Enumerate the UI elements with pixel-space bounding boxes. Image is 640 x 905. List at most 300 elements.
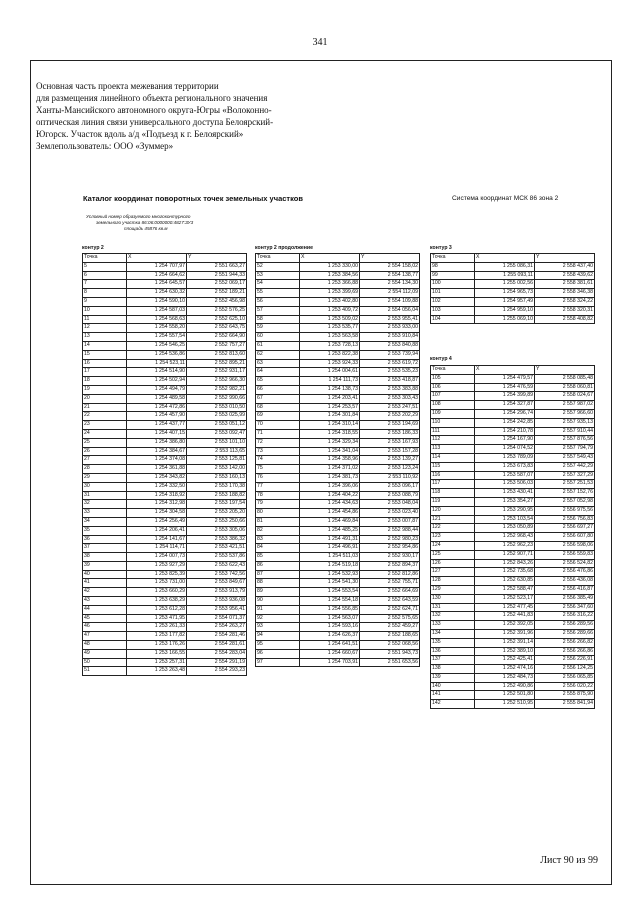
table-row bbox=[256, 535, 420, 544]
table-row bbox=[256, 341, 420, 350]
table-row bbox=[83, 526, 247, 535]
table-row bbox=[83, 341, 247, 350]
point-number-cell: 82 bbox=[256, 526, 300, 535]
x-coordinate-cell: 1 254 206,41 bbox=[127, 526, 187, 535]
table-row bbox=[431, 306, 595, 315]
point-number-cell: 79 bbox=[256, 500, 300, 509]
y-coordinate-cell: 2 558 346,38 bbox=[535, 289, 595, 298]
y-coordinate-cell: 2 553 025,99 bbox=[187, 412, 247, 421]
point-number-cell: 140 bbox=[431, 682, 475, 691]
point-number-cell: 53 bbox=[256, 271, 300, 280]
table-row bbox=[83, 447, 247, 456]
x-coordinate-cell: 1 252 510,95 bbox=[475, 700, 535, 709]
table-row bbox=[256, 385, 420, 394]
point-number-cell: 72 bbox=[256, 438, 300, 447]
point-number-cell: 32 bbox=[83, 500, 127, 509]
x-coordinate-cell: 1 254 167,90 bbox=[475, 436, 535, 445]
point-number-cell: 122 bbox=[431, 524, 475, 533]
table-row bbox=[83, 649, 247, 658]
y-coordinate-cell: 2 556 316,22 bbox=[535, 612, 595, 621]
x-coordinate-cell: 1 254 310,14 bbox=[300, 421, 360, 430]
x-coordinate-cell: 1 252 484,73 bbox=[475, 673, 535, 682]
table-row bbox=[256, 641, 420, 650]
table-row bbox=[83, 429, 247, 438]
table-row bbox=[83, 438, 247, 447]
table-row bbox=[83, 465, 247, 474]
x-coordinate-cell: 1 254 514,90 bbox=[127, 368, 187, 377]
y-coordinate-cell: 2 552 624,71 bbox=[360, 605, 420, 614]
point-number-cell: 76 bbox=[256, 473, 300, 482]
y-coordinate-cell: 2 553 194,69 bbox=[360, 421, 420, 430]
y-coordinate-cell: 2 553 167,93 bbox=[360, 438, 420, 447]
point-number-cell: 88 bbox=[256, 579, 300, 588]
y-coordinate-cell: 2 556 524,82 bbox=[535, 559, 595, 568]
y-coordinate-cell: 2 556 266,86 bbox=[535, 647, 595, 656]
x-coordinate-cell: 1 254 641,51 bbox=[300, 641, 360, 650]
y-coordinate-cell: 2 556 436,08 bbox=[535, 577, 595, 586]
point-number-cell: 22 bbox=[83, 412, 127, 421]
table-row bbox=[256, 421, 420, 430]
x-coordinate-cell: 1 254 004,61 bbox=[300, 368, 360, 377]
point-number-cell: 130 bbox=[431, 594, 475, 603]
x-coordinate-cell: 1 254 007,73 bbox=[127, 553, 187, 562]
header-line: оптическая линия связи универсального доступа Белоярский- bbox=[36, 117, 274, 127]
x-coordinate-cell: 1 254 554,18 bbox=[300, 597, 360, 606]
y-coordinate-cell: 2 552 576,25 bbox=[187, 306, 247, 315]
point-number-cell: 57 bbox=[256, 306, 300, 315]
y-coordinate-cell: 2 556 124,25 bbox=[535, 665, 595, 674]
table-row bbox=[256, 412, 420, 421]
column-header: Y bbox=[360, 254, 420, 263]
table-row bbox=[256, 473, 420, 482]
table-row bbox=[256, 403, 420, 412]
table-row bbox=[83, 262, 247, 271]
x-coordinate-cell: 1 253 257,31 bbox=[127, 658, 187, 667]
table-row bbox=[83, 667, 247, 676]
y-coordinate-cell: 2 556 559,83 bbox=[535, 550, 595, 559]
table-row bbox=[83, 324, 247, 333]
y-coordinate-cell: 2 553 955,41 bbox=[360, 315, 420, 324]
table-row bbox=[256, 570, 420, 579]
point-number-cell: 103 bbox=[431, 306, 475, 315]
table-row bbox=[256, 623, 420, 632]
y-coordinate-cell: 2 558 024,67 bbox=[535, 392, 595, 401]
point-number-cell: 78 bbox=[256, 491, 300, 500]
y-coordinate-cell: 2 552 954,86 bbox=[360, 544, 420, 553]
table-row bbox=[83, 597, 247, 606]
x-coordinate-cell: 1 253 384,56 bbox=[300, 271, 360, 280]
y-coordinate-cell: 2 553 125,81 bbox=[187, 456, 247, 465]
x-coordinate-cell: 1 254 511,03 bbox=[300, 553, 360, 562]
point-number-cell: 14 bbox=[83, 341, 127, 350]
x-coordinate-cell: 1 254 371,02 bbox=[300, 465, 360, 474]
x-coordinate-cell: 1 252 523,17 bbox=[475, 594, 535, 603]
point-number-cell: 114 bbox=[431, 453, 475, 462]
x-coordinate-cell: 1 254 332,50 bbox=[127, 482, 187, 491]
table-row bbox=[431, 445, 595, 454]
point-number-cell: 40 bbox=[83, 570, 127, 579]
y-coordinate-cell: 2 553 023,40 bbox=[360, 509, 420, 518]
point-number-cell: 121 bbox=[431, 515, 475, 524]
table-row bbox=[83, 456, 247, 465]
y-coordinate-cell: 2 553 305,06 bbox=[187, 526, 247, 535]
y-coordinate-cell: 2 553 160,13 bbox=[187, 473, 247, 482]
point-number-cell: 94 bbox=[256, 632, 300, 641]
point-number-cell: 13 bbox=[83, 333, 127, 342]
x-coordinate-cell: 1 254 341,04 bbox=[300, 447, 360, 456]
point-number-cell: 85 bbox=[256, 553, 300, 562]
point-number-cell: 11 bbox=[83, 315, 127, 324]
x-coordinate-cell: 1 254 660,67 bbox=[300, 649, 360, 658]
x-coordinate-cell: 1 253 471,95 bbox=[127, 614, 187, 623]
y-coordinate-cell: 2 553 101,10 bbox=[187, 438, 247, 447]
y-coordinate-cell: 2 551 943,73 bbox=[360, 649, 420, 658]
point-number-cell: 47 bbox=[83, 632, 127, 641]
table-row bbox=[256, 394, 420, 403]
point-number-cell: 84 bbox=[256, 544, 300, 553]
x-coordinate-cell: 1 254 630,32 bbox=[127, 289, 187, 298]
point-number-cell: 17 bbox=[83, 368, 127, 377]
table-row bbox=[431, 392, 595, 401]
table-row bbox=[256, 359, 420, 368]
y-coordinate-cell: 2 555 875,90 bbox=[535, 691, 595, 700]
point-number-cell: 83 bbox=[256, 535, 300, 544]
point-number-cell: 60 bbox=[256, 333, 300, 342]
table-row bbox=[431, 533, 595, 542]
x-coordinate-cell: 1 253 587,07 bbox=[475, 471, 535, 480]
y-coordinate-cell: 2 557 052,98 bbox=[535, 497, 595, 506]
table-row bbox=[256, 509, 420, 518]
table-row bbox=[83, 553, 247, 562]
x-coordinate-cell: 1 253 563,58 bbox=[300, 333, 360, 342]
table-row bbox=[431, 541, 595, 550]
y-coordinate-cell: 2 556 756,83 bbox=[535, 515, 595, 524]
column-header: X bbox=[300, 254, 360, 263]
point-number-cell: 138 bbox=[431, 665, 475, 674]
table-row bbox=[431, 409, 595, 418]
x-coordinate-cell: 1 254 396,06 bbox=[300, 482, 360, 491]
y-coordinate-cell: 2 551 944,33 bbox=[187, 271, 247, 280]
y-coordinate-cell: 2 553 537,86 bbox=[187, 553, 247, 562]
table-row bbox=[431, 665, 595, 674]
table-row bbox=[83, 403, 247, 412]
point-number-cell: 69 bbox=[256, 412, 300, 421]
y-coordinate-cell: 2 553 188,82 bbox=[187, 491, 247, 500]
x-coordinate-cell: 1 254 256,49 bbox=[127, 517, 187, 526]
y-coordinate-cell: 2 556 598,06 bbox=[535, 541, 595, 550]
table-row bbox=[83, 289, 247, 298]
point-number-cell: 29 bbox=[83, 473, 127, 482]
y-coordinate-cell: 2 556 476,86 bbox=[535, 568, 595, 577]
x-coordinate-cell: 1 254 343,82 bbox=[127, 473, 187, 482]
point-number-cell: 133 bbox=[431, 621, 475, 630]
x-coordinate-cell: 1 252 630,85 bbox=[475, 577, 535, 586]
point-number-cell: 118 bbox=[431, 489, 475, 498]
x-coordinate-cell: 1 253 825,39 bbox=[127, 570, 187, 579]
point-number-cell: 77 bbox=[256, 482, 300, 491]
table-header-row bbox=[256, 254, 420, 263]
parcel-note bbox=[86, 214, 326, 232]
point-number-cell: 120 bbox=[431, 506, 475, 515]
table-row bbox=[431, 315, 595, 324]
point-number-cell: 119 bbox=[431, 497, 475, 506]
point-number-cell: 12 bbox=[83, 324, 127, 333]
contour-4-label: контур 4 bbox=[430, 356, 452, 362]
x-coordinate-cell: 1 254 476,59 bbox=[475, 383, 535, 392]
point-number-cell: 15 bbox=[83, 350, 127, 359]
point-number-cell: 80 bbox=[256, 509, 300, 518]
point-number-cell: 112 bbox=[431, 436, 475, 445]
x-coordinate-cell: 1 254 329,34 bbox=[300, 438, 360, 447]
x-coordinate-cell: 1 254 664,62 bbox=[127, 271, 187, 280]
table-row bbox=[83, 271, 247, 280]
point-number-cell: 100 bbox=[431, 280, 475, 289]
table-row bbox=[83, 570, 247, 579]
table-row bbox=[431, 289, 595, 298]
column-header: Точка bbox=[431, 254, 475, 263]
point-number-cell: 71 bbox=[256, 429, 300, 438]
point-number-cell: 95 bbox=[256, 641, 300, 650]
point-number-cell: 107 bbox=[431, 392, 475, 401]
x-coordinate-cell: 1 253 103,54 bbox=[475, 515, 535, 524]
point-number-cell: 86 bbox=[256, 561, 300, 570]
y-coordinate-cell: 2 552 459,27 bbox=[360, 623, 420, 632]
y-coordinate-cell: 2 556 607,80 bbox=[535, 533, 595, 542]
y-coordinate-cell: 2 553 956,41 bbox=[187, 605, 247, 614]
x-coordinate-cell: 1 254 434,63 bbox=[300, 500, 360, 509]
y-coordinate-cell: 2 557 442,29 bbox=[535, 462, 595, 471]
y-coordinate-cell: 2 553 849,67 bbox=[187, 579, 247, 588]
x-coordinate-cell: 1 254 472,86 bbox=[127, 403, 187, 412]
x-coordinate-cell: 1 253 660,29 bbox=[127, 588, 187, 597]
table-row bbox=[83, 641, 247, 650]
y-coordinate-cell: 2 552 664,90 bbox=[187, 333, 247, 342]
point-number-cell: 125 bbox=[431, 550, 475, 559]
x-coordinate-cell: 1 253 330,00 bbox=[300, 262, 360, 271]
point-number-cell: 10 bbox=[83, 306, 127, 315]
table-header-row bbox=[431, 254, 595, 263]
contour-2-continued-table bbox=[255, 253, 420, 667]
y-coordinate-cell: 2 552 895,21 bbox=[187, 359, 247, 368]
table-row bbox=[431, 471, 595, 480]
table-row bbox=[83, 491, 247, 500]
column-header: Точка bbox=[256, 254, 300, 263]
table-row bbox=[256, 271, 420, 280]
x-coordinate-cell: 1 252 391,14 bbox=[475, 638, 535, 647]
table-row bbox=[431, 700, 595, 709]
table-header-row bbox=[83, 254, 247, 263]
point-number-cell: 31 bbox=[83, 491, 127, 500]
x-coordinate-cell: 1 252 962,23 bbox=[475, 541, 535, 550]
y-coordinate-cell: 2 554 138,77 bbox=[360, 271, 420, 280]
table-row bbox=[431, 262, 595, 271]
table-row bbox=[256, 579, 420, 588]
point-number-cell: 51 bbox=[83, 667, 127, 676]
x-coordinate-cell: 1 253 822,38 bbox=[300, 350, 360, 359]
table-row bbox=[256, 605, 420, 614]
point-number-cell: 134 bbox=[431, 629, 475, 638]
point-number-cell: 41 bbox=[83, 579, 127, 588]
x-coordinate-cell: 1 254 556,85 bbox=[300, 605, 360, 614]
table-row bbox=[256, 614, 420, 623]
table-row bbox=[256, 597, 420, 606]
x-coordinate-cell: 1 252 392,05 bbox=[475, 621, 535, 630]
y-coordinate-cell: 2 558 060,81 bbox=[535, 383, 595, 392]
table-row bbox=[256, 553, 420, 562]
y-coordinate-cell: 2 552 643,75 bbox=[187, 324, 247, 333]
table-row bbox=[431, 506, 595, 515]
coordinate-catalog-sheet bbox=[78, 190, 608, 835]
point-number-cell: 26 bbox=[83, 447, 127, 456]
table-row bbox=[83, 605, 247, 614]
table-row bbox=[431, 594, 595, 603]
table-row bbox=[83, 632, 247, 641]
y-coordinate-cell: 2 556 065,85 bbox=[535, 673, 595, 682]
x-coordinate-cell: 1 254 557,54 bbox=[127, 333, 187, 342]
column-header: Точка bbox=[431, 366, 475, 375]
x-coordinate-cell: 1 254 457,90 bbox=[127, 412, 187, 421]
point-number-cell: 67 bbox=[256, 394, 300, 403]
y-coordinate-cell: 2 554 281,61 bbox=[187, 641, 247, 650]
x-coordinate-cell: 1 254 568,63 bbox=[127, 315, 187, 324]
x-coordinate-cell: 1 252 735,68 bbox=[475, 568, 535, 577]
y-coordinate-cell: 2 553 197,54 bbox=[187, 500, 247, 509]
y-coordinate-cell: 2 553 910,84 bbox=[360, 333, 420, 342]
table-row bbox=[431, 682, 595, 691]
x-coordinate-cell: 1 254 965,73 bbox=[475, 289, 535, 298]
x-coordinate-cell: 1 253 261,33 bbox=[127, 623, 187, 632]
x-coordinate-cell: 1 253 638,29 bbox=[127, 597, 187, 606]
y-coordinate-cell: 2 556 416,87 bbox=[535, 585, 595, 594]
point-number-cell: 139 bbox=[431, 673, 475, 682]
y-coordinate-cell: 2 556 289,66 bbox=[535, 629, 595, 638]
y-coordinate-cell: 2 552 069,17 bbox=[187, 280, 247, 289]
y-coordinate-cell: 2 554 112,09 bbox=[360, 289, 420, 298]
table-row bbox=[83, 623, 247, 632]
x-coordinate-cell: 1 254 386,80 bbox=[127, 438, 187, 447]
point-number-cell: 65 bbox=[256, 377, 300, 386]
point-number-cell: 87 bbox=[256, 570, 300, 579]
y-coordinate-cell: 2 558 437,40 bbox=[535, 262, 595, 271]
x-coordinate-cell: 1 253 399,69 bbox=[300, 289, 360, 298]
point-number-cell: 52 bbox=[256, 262, 300, 271]
x-coordinate-cell: 1 254 242,85 bbox=[475, 418, 535, 427]
x-coordinate-cell: 1 253 354,27 bbox=[475, 497, 535, 506]
x-coordinate-cell: 1 254 496,91 bbox=[300, 544, 360, 553]
point-number-cell: 116 bbox=[431, 471, 475, 480]
point-number-cell: 117 bbox=[431, 480, 475, 489]
y-coordinate-cell: 2 553 186,33 bbox=[360, 429, 420, 438]
y-coordinate-cell: 2 557 935,13 bbox=[535, 418, 595, 427]
point-number-cell: 62 bbox=[256, 350, 300, 359]
table-row bbox=[431, 497, 595, 506]
point-number-cell: 9 bbox=[83, 297, 127, 306]
x-coordinate-cell: 1 252 907,71 bbox=[475, 550, 535, 559]
table-row bbox=[431, 621, 595, 630]
x-coordinate-cell: 1 252 389,10 bbox=[475, 647, 535, 656]
x-coordinate-cell: 1 254 469,84 bbox=[300, 517, 360, 526]
x-coordinate-cell: 1 253 673,83 bbox=[475, 462, 535, 471]
point-number-cell: 96 bbox=[256, 649, 300, 658]
table-row bbox=[431, 453, 595, 462]
y-coordinate-cell: 2 554 281,46 bbox=[187, 632, 247, 641]
y-coordinate-cell: 2 556 289,56 bbox=[535, 621, 595, 630]
y-coordinate-cell: 2 553 250,66 bbox=[187, 517, 247, 526]
y-coordinate-cell: 2 553 088,79 bbox=[360, 491, 420, 500]
point-number-cell: 33 bbox=[83, 509, 127, 518]
table-row bbox=[431, 559, 595, 568]
table-row bbox=[83, 473, 247, 482]
point-number-cell: 5 bbox=[83, 262, 127, 271]
table-row bbox=[256, 649, 420, 658]
y-coordinate-cell: 2 556 975,56 bbox=[535, 506, 595, 515]
table-row bbox=[256, 544, 420, 553]
x-coordinate-cell: 1 254 111,73 bbox=[300, 377, 360, 386]
y-coordinate-cell: 2 552 931,17 bbox=[187, 368, 247, 377]
x-coordinate-cell: 1 253 166,55 bbox=[127, 649, 187, 658]
x-coordinate-cell: 1 254 074,52 bbox=[475, 445, 535, 454]
point-number-cell: 46 bbox=[83, 623, 127, 632]
point-number-cell: 73 bbox=[256, 447, 300, 456]
y-coordinate-cell: 2 557 549,43 bbox=[535, 453, 595, 462]
table-row bbox=[256, 517, 420, 526]
x-coordinate-cell: 1 254 626,37 bbox=[300, 632, 360, 641]
y-coordinate-cell: 2 556 226,91 bbox=[535, 656, 595, 665]
y-coordinate-cell: 2 551 653,56 bbox=[360, 658, 420, 667]
x-coordinate-cell: 1 253 509,02 bbox=[300, 315, 360, 324]
table-row bbox=[431, 401, 595, 410]
y-coordinate-cell: 2 553 123,24 bbox=[360, 465, 420, 474]
table-row bbox=[256, 526, 420, 535]
y-coordinate-cell: 2 553 383,88 bbox=[360, 385, 420, 394]
y-coordinate-cell: 2 553 157,28 bbox=[360, 447, 420, 456]
table-row bbox=[83, 412, 247, 421]
table-row bbox=[83, 614, 247, 623]
x-coordinate-cell: 1 254 519,18 bbox=[300, 561, 360, 570]
point-number-cell: 64 bbox=[256, 368, 300, 377]
x-coordinate-cell: 1 254 707,97 bbox=[127, 262, 187, 271]
x-coordinate-cell: 1 252 501,80 bbox=[475, 691, 535, 700]
x-coordinate-cell: 1 254 494,79 bbox=[127, 385, 187, 394]
y-coordinate-cell: 2 557 966,60 bbox=[535, 409, 595, 418]
point-number-cell: 92 bbox=[256, 614, 300, 623]
y-coordinate-cell: 2 552 189,21 bbox=[187, 289, 247, 298]
x-coordinate-cell: 1 254 358,96 bbox=[300, 456, 360, 465]
y-coordinate-cell: 2 553 619,72 bbox=[360, 359, 420, 368]
table-row bbox=[256, 482, 420, 491]
column-header: Y bbox=[535, 366, 595, 375]
x-coordinate-cell: 1 253 506,03 bbox=[475, 480, 535, 489]
point-number-cell: 54 bbox=[256, 280, 300, 289]
point-number-cell: 58 bbox=[256, 315, 300, 324]
table-row bbox=[83, 588, 247, 597]
table-row bbox=[83, 561, 247, 570]
point-number-cell: 142 bbox=[431, 700, 475, 709]
x-coordinate-cell: 1 254 546,25 bbox=[127, 341, 187, 350]
point-number-cell: 16 bbox=[83, 359, 127, 368]
x-coordinate-cell: 1 254 553,54 bbox=[300, 588, 360, 597]
x-coordinate-cell: 1 254 318,55 bbox=[300, 429, 360, 438]
table-row bbox=[83, 517, 247, 526]
x-coordinate-cell: 1 254 502,94 bbox=[127, 377, 187, 386]
point-number-cell: 104 bbox=[431, 315, 475, 324]
x-coordinate-cell: 1 253 176,26 bbox=[127, 641, 187, 650]
contour-3-table bbox=[430, 253, 595, 324]
y-coordinate-cell: 2 553 247,51 bbox=[360, 403, 420, 412]
x-coordinate-cell: 1 254 454,86 bbox=[300, 509, 360, 518]
point-number-cell: 128 bbox=[431, 577, 475, 586]
header-line: Землепользователь: ООО «Зуммер» bbox=[36, 141, 174, 151]
